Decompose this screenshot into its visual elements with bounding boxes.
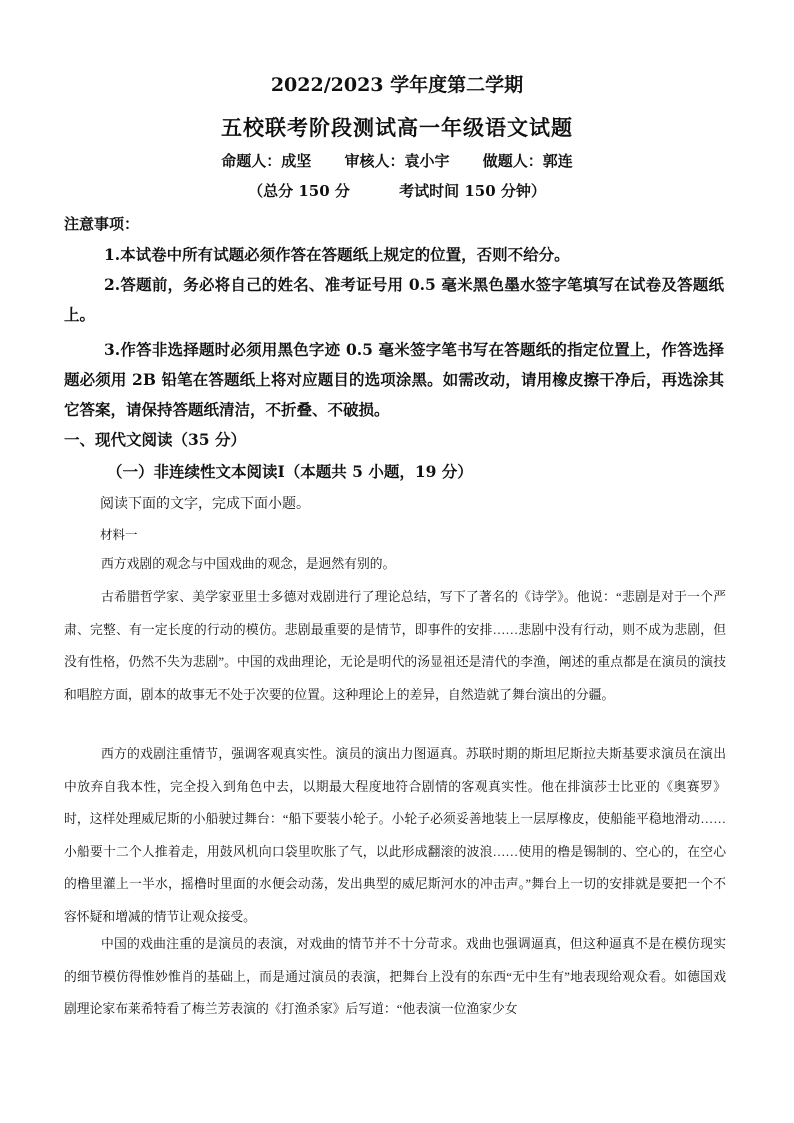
total-score: （总分 150 分: [248, 182, 350, 200]
exam-main-title: 五校联考阶段测试高一年级语文试题: [221, 115, 573, 140]
reading-instruction: 阅读下面的文字，完成下面小题。: [100, 495, 310, 511]
passage-paragraph: 西方的戏剧注重情节，强调客观真实性。演员的演出力图逼真。苏联时期的斯坦尼斯拉夫斯基要求演员在演出中放弃自我本性，完全投入到角色中去，以期最大程度地符合剧情的客观真实性。他在排演莎士比亚的《奥赛罗》时，这样处理威尼斯的小船驶过舞台：“船下要装小轮子。小轮子必须妥善地装上一层厚橡皮，使船能平稳地滑动……小船要十二个人推着走，用鼓风机向口袋里吹胀了气，以此形成翻滚的波浪……使用的橹是锡制的、空心的，在空心的橹里灌上一半水，摇橹时里面的水便会动荡，发出典型的威尼斯河水的冲击声。”舞台上一切的安排就是要把一个不容怀疑和增减的情节让观众接受。: [64, 747, 726, 924]
passage-paragraph: 西方戏剧的观念与中国戏曲的观念，是迥然有别的。: [101, 557, 396, 571]
notice-item: 3.作答非选择题时必须用黑色字迹 0.5 毫米签字笔书写在答题纸的指定位置上，作答选择题必须用 2B 铅笔在答题纸上将对应题目的选项涂黑。如需改动，请用橡皮擦干净后，再选涂其它答案，请保持答题纸清洁，不折叠、不破损。: [64, 340, 724, 419]
reviewer-name: 审核人：袁小宇: [344, 152, 450, 170]
notice-item: 2.答题前，务必将自己的姓名、准考证号用 0.5 毫米黑色墨水签字笔填写在试卷及答题纸上。: [64, 275, 724, 324]
exam-term-title: 2022/2023 学年度第二学期: [270, 74, 524, 96]
setter-name: 命题人：成坚: [221, 152, 312, 170]
exam-time: 考试时间 150 分钟）: [399, 182, 546, 200]
notice-heading: 注意事项：: [64, 215, 140, 233]
passage-paragraph: 中国的戏曲注重的是演员的表演，对戏曲的情节并不十分苛求。戏曲也强调逼真，但这种逼真不是在模仿现实的细节模仿得惟妙惟肖的基础上，而是通过演员的表演，把舞台上没有的东西“无中生有”地表现给观众看。如德国戏剧理论家布莱希特看了梅兰芳表演的《打渔杀家》后写道：“他表演一位渔家少女: [64, 937, 726, 1016]
maker-name: 做题人：郭连: [482, 152, 573, 170]
notice-item: 1.本试卷中所有试题必须作答在答题纸上规定的位置，否则不给分。: [104, 245, 570, 264]
staff-line: [0, 150, 794, 171]
subsection-title: （一）非连续性文本阅读Ⅰ（本题共 5 小题，19 分）: [107, 462, 473, 481]
section-title: 一、现代文阅读（35 分）: [64, 430, 246, 449]
passage-paragraph: 古希腊哲学家、美学家亚里士多德对戏剧进行了理论总结，写下了著名的《诗学》。他说：“悲剧是对于一个严肃、完整、有一定长度的行动的模仿。悲剧最重要的是情节，即事件的安排……悲剧中没有行动，则不成为悲剧，但没有性格，仍然不失为悲剧”。中国的戏曲理论，无论是明代的汤显祖还是清代的李渔，阐述的重点都是在演员的演技和唱腔方面，剧本的故事无不处于次要的位置。这种理论上的差异，自然造就了舞台演出的分疆。: [64, 590, 726, 702]
score-time-line: [0, 180, 794, 201]
material-label: 材料一: [100, 527, 138, 542]
